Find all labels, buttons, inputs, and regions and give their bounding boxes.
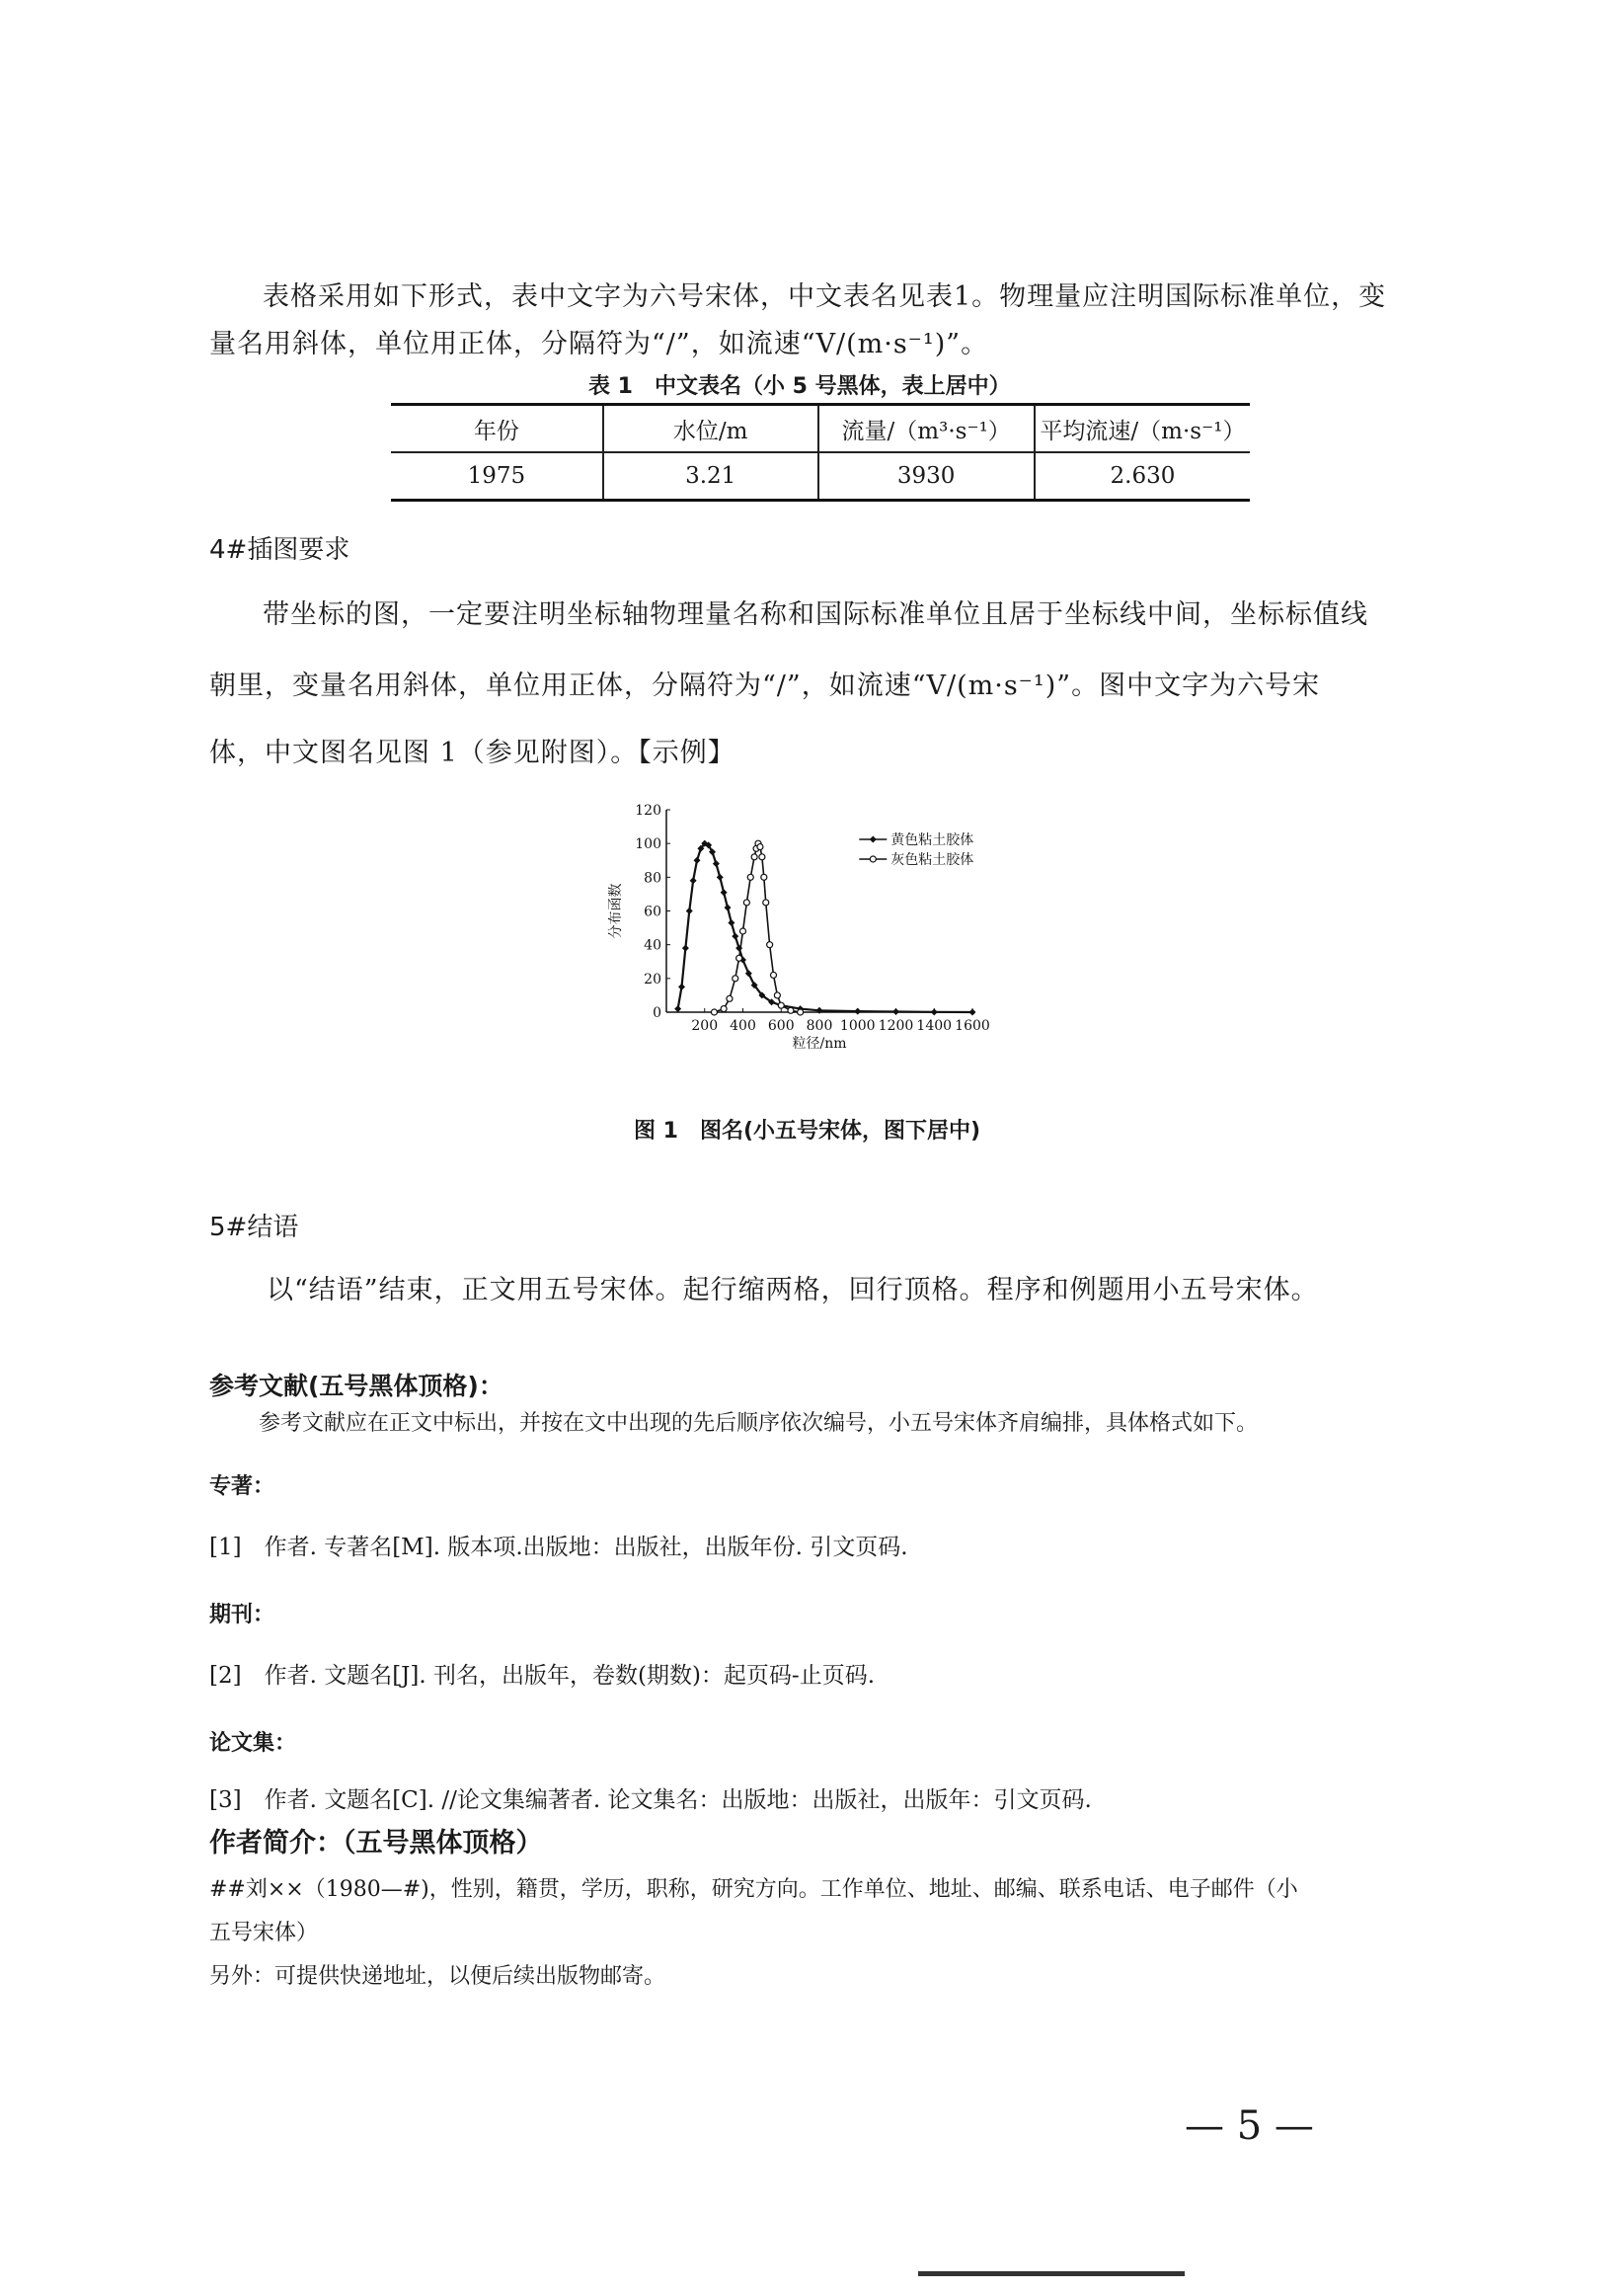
data-point-series-1: [674, 1005, 681, 1012]
data-point-series-2: [759, 854, 765, 860]
ref-group-label-journal: 期刊：: [209, 1603, 275, 1627]
data-point-series-2: [711, 1009, 717, 1015]
y-tick-label: 100: [635, 836, 661, 853]
x-tick-label: 800: [806, 1018, 833, 1034]
data-point-series-2: [751, 854, 757, 860]
data-point-series-1: [854, 1008, 861, 1015]
data-point-series-2: [771, 972, 777, 978]
data-point-series-2: [733, 976, 738, 982]
author-bio-line-3: 另外：可提供快递地址，以便后续出版物邮寄。: [209, 1964, 666, 1989]
data-point-series-1: [721, 889, 728, 896]
ref-entry-2: [2] 作者. 文题名[J]. 刊名，出版年，卷数(期数)：起页码-止页码.: [209, 1663, 876, 1689]
y-tick-label: 0: [653, 1005, 661, 1021]
data-point-series-2: [727, 995, 733, 1001]
x-tick-label: 1200: [878, 1018, 914, 1034]
author-bio-line-2: 五号宋体）: [209, 1921, 319, 1945]
data-point-series-1: [969, 1009, 976, 1016]
data-point-series-1: [725, 905, 732, 911]
y-tick-label: 20: [644, 971, 661, 988]
data-point-series-1: [686, 908, 693, 914]
section-5-heading: 5#结语: [209, 1213, 299, 1242]
data-point-series-2: [736, 955, 742, 961]
author-bio-line-1: ##刘××（1980—#)，性别，籍贯，学历，职称，研究方向。工作单位、地址、邮编、联系电话、电子邮件（小: [209, 1877, 1298, 1902]
data-point-series-2: [763, 900, 769, 906]
table-cell: 1975: [391, 452, 603, 501]
data-point-series-1: [732, 933, 738, 940]
page-number: — 5 —: [1185, 2103, 1314, 2149]
data-table: [391, 403, 1250, 502]
data-point-series-1: [931, 1008, 938, 1015]
data-point-series-2: [798, 1009, 804, 1015]
x-tick-label: 200: [691, 1018, 719, 1034]
data-point-series-1: [678, 984, 685, 990]
data-point-series-2: [740, 928, 746, 934]
x-tick-label: 1000: [839, 1018, 876, 1034]
figure-caption: 图 1 图名(小五号宋体，图下居中): [634, 1119, 981, 1144]
legend-marker: [870, 836, 877, 843]
table-header-cell: 平均流速/（m·s⁻¹）: [1035, 405, 1250, 453]
table-row: [391, 452, 1250, 501]
table-header-cell: 流量/（m³·s⁻¹）: [818, 405, 1035, 453]
table-caption: 表 1 中文表名（小 5 号黑体，表上居中）: [588, 374, 1011, 399]
data-point-series-1: [717, 874, 724, 881]
table-header-cell: 水位/m: [603, 405, 818, 453]
figure-intro-line-3: 体，中文图名见图 1（参见附图）。【示例】: [209, 738, 735, 768]
y-tick-label: 120: [635, 803, 661, 819]
y-tick-label: 40: [644, 937, 661, 954]
data-point-series-1: [892, 1008, 899, 1015]
x-tick-label: 1600: [955, 1018, 990, 1034]
data-point-series-2: [721, 1006, 727, 1012]
data-point-series-2: [767, 942, 773, 948]
figure-intro-line-2: 朝里，变量名用斜体，单位用正体，分隔符为“/”，如流速“V/(m·s⁻¹)”。图中文字为六号宋: [209, 671, 1321, 701]
data-point-series-2: [778, 1002, 784, 1008]
x-tick-label: 400: [730, 1018, 756, 1034]
ref-entry-1: [1] 作者. 专著名[M]. 版本项.出版地：出版社，出版年份. 引文页码.: [209, 1535, 908, 1560]
ref-group-label-proceedings: 论文集：: [209, 1731, 297, 1756]
table-intro-line-1: 表格采用如下形式，表中文字为六号宋体，中文表名见表1。物理量应注明国际标准单位，变: [263, 281, 1387, 312]
data-point-series-2: [743, 900, 749, 906]
table-intro-line-2: 量名用斜体，单位用正体，分隔符为“/”，如流速“V/(m·s⁻¹)”。: [209, 329, 989, 359]
data-point-series-2: [774, 992, 780, 998]
conclusion-para: 以“结语”结束，正文用五号宋体。起行缩两格，回行顶格。程序和例题用小五号宋体。: [267, 1275, 1319, 1305]
scan-edge-line: [918, 2271, 1185, 2276]
data-point-series-2: [757, 844, 763, 850]
figure-intro-line-1: 带坐标的图，一定要注明坐标轴物理量名称和国际标准单位且居于坐标线中间，坐标标值线: [263, 599, 1368, 630]
references-intro: 参考文献应在正文中标出，并按在文中出现的先后顺序依次编号，小五号宋体齐肩编排，具体格式如下。: [259, 1411, 1259, 1436]
table-header-row: [391, 405, 1250, 453]
x-tick-label: 600: [767, 1018, 795, 1034]
data-point-series-2: [788, 1007, 794, 1013]
data-point-series-1: [682, 945, 689, 952]
ref-group-label-monograph: 专著：: [209, 1474, 275, 1499]
author-heading: 作者简介：（五号黑体顶格）: [209, 1828, 543, 1858]
y-tick-label: 60: [644, 904, 661, 920]
section-4-heading: 4#插图要求: [209, 535, 350, 565]
data-point-series-2: [747, 874, 753, 880]
ref-entry-3: [3] 作者. 文题名[C]. //论文集编著者. 论文集名：出版地：出版社，出版年：引文页码.: [209, 1787, 1092, 1813]
x-axis-label: 粒径/nm: [792, 1036, 847, 1052]
data-point-series-1: [713, 860, 720, 867]
particle-size-chart: [592, 800, 1056, 1066]
series-line-2: [714, 843, 800, 1012]
data-point-series-2: [761, 874, 767, 880]
table-cell: 3.21: [603, 452, 818, 501]
x-tick-label: 1400: [916, 1018, 953, 1034]
legend-entry: 黄色粘土胶体: [890, 832, 974, 848]
y-axis-label: 分布函数: [608, 883, 624, 939]
data-point-series-1: [728, 919, 735, 926]
table-cell: 2.630: [1035, 452, 1250, 501]
data-point-series-1: [745, 970, 752, 977]
data-point-series-1: [690, 877, 697, 884]
y-tick-label: 80: [644, 870, 661, 887]
table-header-cell: 年份: [391, 405, 603, 453]
legend-marker: [870, 856, 876, 862]
data-point-series-1: [694, 857, 701, 864]
series-line-1: [678, 843, 972, 1012]
legend-entry: 灰色粘土胶体: [890, 852, 974, 868]
table-cell: 3930: [818, 452, 1035, 501]
references-heading: 参考文献(五号黑体顶格)：: [209, 1372, 503, 1400]
